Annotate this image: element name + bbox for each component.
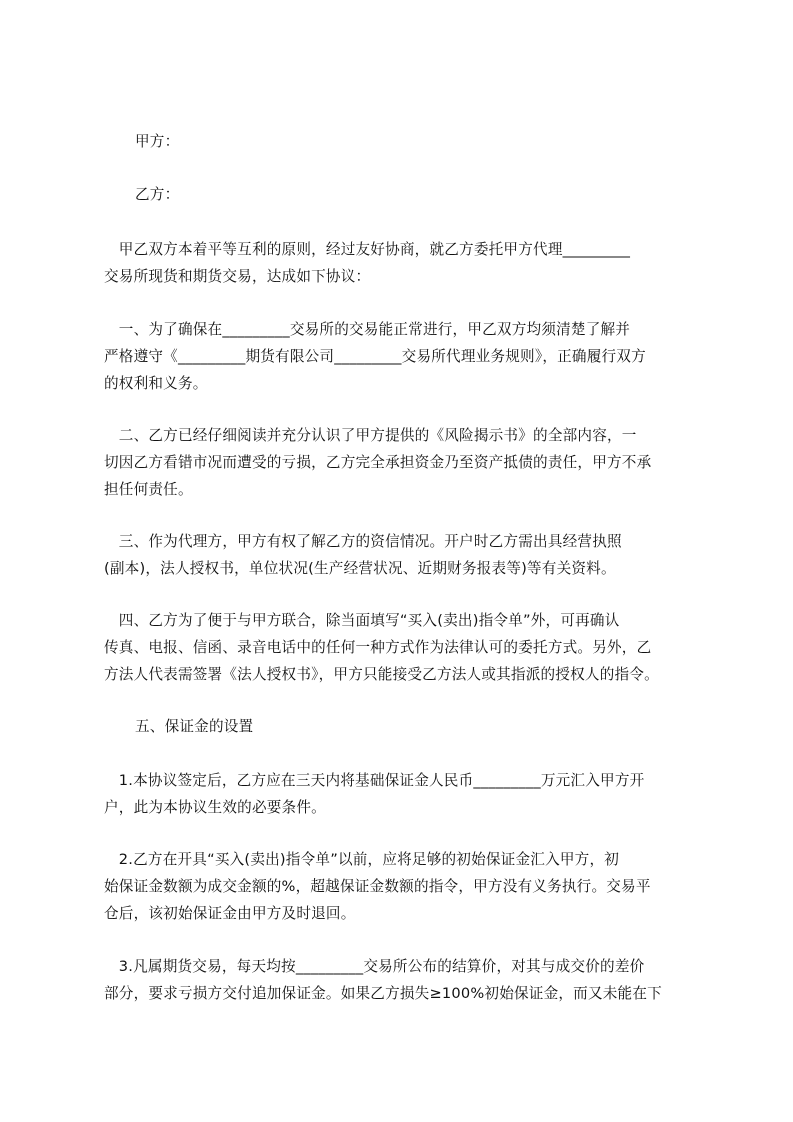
item-3-line-2: 部分，要求亏损方交付追加保证金。如果乙方损失≥100%初始保证金，而又未能在下: [104, 985, 662, 1002]
clause-4-line-3: 方法人代表需签署《法人授权书》，甲方只能接受乙方法人或其指派的授权人的指令。: [104, 666, 659, 683]
item-1-line-1: 1.本协议签定后，乙方应在三天内将基础保证金人民币_________万元汇入甲方开: [104, 772, 645, 789]
party-a-text: 甲方：: [135, 133, 180, 150]
item-1-paragraph: [104, 767, 704, 821]
clause-2-line-3: 担任何责任。: [104, 481, 193, 498]
clause-2-line-2: 切因乙方看错市况而遭受的亏损，乙方完全承担资金乃至资产抵债的责任，甲方不承: [104, 454, 652, 471]
party-a-label: [135, 128, 735, 155]
item-3-paragraph: [104, 953, 704, 1007]
party-b-label: [135, 181, 735, 208]
clause-1-paragraph: [104, 316, 704, 397]
clause-3-line-2: (副本)，法人授权书，单位状况(生产经营状况、近期财务报表等)等有关资料。: [104, 560, 616, 577]
clause-3-paragraph: [104, 528, 704, 582]
clause-1-line-2: 严格遵守《_________期货有限公司_________交易所代理业务规则》，正确履行双方: [104, 348, 646, 365]
item-2-paragraph: [104, 846, 704, 927]
item-2-line-1: 2.乙方在开具“买入(卖出)指令单”以前，应将足够的初始保证金汇入甲方，初: [104, 851, 620, 868]
clause-2-line-1: 二、乙方已经仔细阅读并充分认识了甲方提供的《风险揭示书》的全部内容，一: [104, 427, 637, 444]
intro-line-2: 交易所现货和期货交易，达成如下协议：: [104, 268, 371, 285]
clause-2-paragraph: [104, 422, 704, 503]
item-2-line-2: 始保证金数额为成交金额的%，超越保证金数额的指令，甲方没有义务执行。交易平: [104, 878, 651, 895]
clause-3-line-1: 三、作为代理方，甲方有权了解乙方的资信情况。开户时乙方需出具经营执照: [104, 533, 622, 550]
clause-4-paragraph: [104, 607, 704, 688]
clause-5-title-text: 五、保证金的设置: [135, 718, 254, 735]
intro-paragraph: [104, 236, 704, 290]
item-3-line-1: 3.凡属期货交易，每天均按_________交易所公布的结算价，对其与成交价的差价: [104, 958, 645, 975]
clause-4-line-2: 传真、电报、信函、录音电话中的任何一种方式作为法律认可的委托方式。另外，乙: [104, 639, 652, 656]
clause-1-line-3: 的权利和义务。: [104, 375, 208, 392]
clause-1-line-1: 一、为了确保在_________交易所的交易能正常进行，甲乙双方均须清楚了解并: [104, 321, 631, 338]
clause-5-title: [135, 713, 735, 740]
clause-4-line-1: 四、乙方为了便于与甲方联合，除当面填写“买入(卖出)指令单”外，可再确认: [104, 612, 620, 629]
intro-line-1: 甲乙双方本着平等互利的原则，经过友好协商，就乙方委托甲方代理_________: [104, 241, 631, 258]
item-2-line-3: 仓后，该初始保证金由甲方及时退回。: [104, 905, 356, 922]
item-1-line-2: 户，此为本协议生效的必要条件。: [104, 799, 326, 816]
party-b-text: 乙方：: [135, 186, 180, 203]
